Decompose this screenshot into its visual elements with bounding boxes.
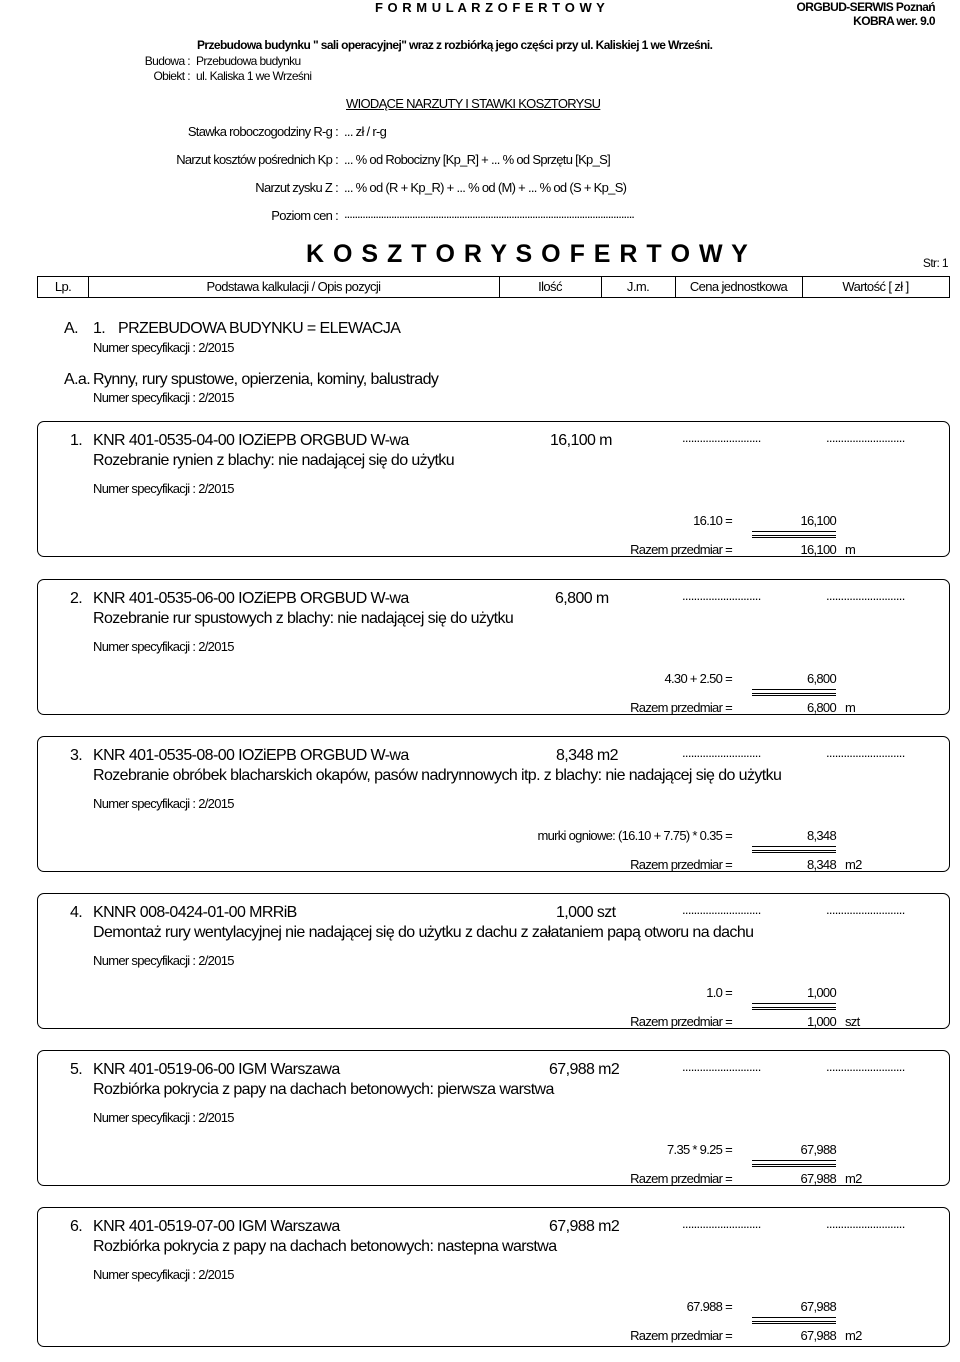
calc-value: 1,000 bbox=[806, 985, 836, 1000]
item-quantity: 8,348 m2 bbox=[556, 747, 618, 764]
calc-expression: 4.30 + 2.50 = bbox=[664, 671, 732, 686]
razem-label: Razem przedmiar = bbox=[630, 700, 732, 715]
single-rule bbox=[752, 1323, 836, 1324]
subsection-code: A.a. bbox=[64, 371, 91, 388]
calc-expression: 67.988 = bbox=[686, 1299, 732, 1314]
item-spec: Numer specyfikacji : 2/2015 bbox=[93, 1110, 234, 1125]
budowa-value: Przebudowa budynku bbox=[196, 54, 301, 68]
subsection-spec: Numer specyfikacji : 2/2015 bbox=[93, 390, 234, 405]
single-rule bbox=[752, 695, 836, 696]
unit-price-placeholder: ........................... bbox=[682, 745, 761, 760]
item-quantity: 6,800 m bbox=[555, 590, 609, 607]
razem-total: 6,800 bbox=[806, 700, 836, 715]
item-description: Rozebranie rur spustowych z blachy: nie nadającej się do użytku bbox=[93, 610, 514, 627]
razem-unit: m bbox=[845, 542, 856, 557]
double-rule bbox=[752, 689, 836, 694]
calc-value: 6,800 bbox=[806, 671, 836, 686]
poziom-value: ............................................................................................................... bbox=[344, 206, 634, 221]
calc-expression: 16.10 = bbox=[693, 513, 732, 528]
unit-price-placeholder: ........................... bbox=[682, 588, 761, 603]
razem-label: Razem przedmiar = bbox=[630, 1171, 732, 1186]
item-quantity: 16,100 m bbox=[550, 432, 612, 449]
item-number: 5. bbox=[70, 1061, 83, 1078]
item-basis: KNR 401-0519-07-00 IGM Warszawa bbox=[93, 1218, 340, 1235]
razem-total: 67,988 bbox=[800, 1171, 836, 1186]
unit-price-placeholder: ........................... bbox=[682, 1216, 761, 1231]
razem-total: 16,100 bbox=[800, 542, 836, 557]
obiekt-label: Obiekt : bbox=[153, 69, 190, 83]
item-number: 1. bbox=[70, 432, 83, 449]
software-version: KOBRA wer. 9.0 bbox=[853, 14, 935, 28]
item-description: Rozbiórka pokrycia z papy na dachach betonowych: pierwsza warstwa bbox=[93, 1081, 554, 1098]
item-quantity: 1,000 szt bbox=[556, 904, 616, 921]
section-code: A. bbox=[64, 320, 78, 337]
unit-price-placeholder: ........................... bbox=[682, 1059, 761, 1074]
item-basis: KNR 401-0535-08-00 IOZiEPB ORGBUD W-wa bbox=[93, 747, 409, 764]
razem-unit: m2 bbox=[845, 857, 862, 872]
col-ilosc: Ilość bbox=[538, 279, 562, 294]
razem-total: 67,988 bbox=[800, 1328, 836, 1343]
section-number: 1. bbox=[93, 320, 106, 337]
form-title: F O R M U L A R Z O F E R T O W Y bbox=[375, 0, 606, 15]
calc-expression: murki ogniowe: (16.10 + 7.75) * 0.35 = bbox=[537, 828, 732, 843]
double-rule bbox=[752, 846, 836, 851]
value-placeholder: ........................... bbox=[826, 430, 905, 445]
section-spec: Numer specyfikacji : 2/2015 bbox=[93, 340, 234, 355]
item-spec: Numer specyfikacji : 2/2015 bbox=[93, 1267, 234, 1282]
rates-title: WIODĄCE NARZUTY I STAWKI KOSZTORYSU bbox=[346, 96, 601, 111]
razem-total: 1,000 bbox=[806, 1014, 836, 1029]
col-lp: Lp. bbox=[54, 279, 72, 294]
razem-total: 8,348 bbox=[806, 857, 836, 872]
item-basis: KNR 401-0535-04-00 IOZiEPB ORGBUD W-wa bbox=[93, 432, 409, 449]
calc-value: 67,988 bbox=[800, 1142, 836, 1157]
double-rule bbox=[752, 1317, 836, 1322]
item-description: Demontaż rury wentylacyjnej nie nadającej się do użytku z dachu z załataniem papą otworu na dachu bbox=[93, 924, 754, 941]
poziom-label: Poziom cen : bbox=[271, 208, 338, 223]
item-spec: Numer specyfikacji : 2/2015 bbox=[93, 796, 234, 811]
razem-unit: m2 bbox=[845, 1171, 862, 1186]
z-value: ... % od (R + Kp_R) + ... % od (M) + ... % od (S + Kp_S) bbox=[344, 180, 627, 195]
item-quantity: 67,988 m2 bbox=[549, 1061, 620, 1078]
unit-price-placeholder: ........................... bbox=[682, 430, 761, 445]
value-placeholder: ........................... bbox=[826, 1216, 905, 1231]
razem-unit: m bbox=[845, 700, 856, 715]
calc-value: 16,100 bbox=[800, 513, 836, 528]
unit-price-placeholder: ........................... bbox=[682, 902, 761, 917]
col-jm: J.m. bbox=[626, 279, 650, 294]
value-placeholder: ........................... bbox=[826, 745, 905, 760]
item-number: 6. bbox=[70, 1218, 83, 1235]
item-basis: KNR 401-0519-06-00 IGM Warszawa bbox=[93, 1061, 340, 1078]
item-number: 4. bbox=[70, 904, 83, 921]
item-number: 2. bbox=[70, 590, 83, 607]
single-rule bbox=[752, 537, 836, 538]
value-placeholder: ........................... bbox=[826, 1059, 905, 1074]
obiekt-value: ul. Kaliska 1 we Wrześni bbox=[196, 69, 312, 83]
double-rule bbox=[752, 1003, 836, 1008]
item-basis: KNR 401-0535-06-00 IOZiEPB ORGBUD W-wa bbox=[93, 590, 409, 607]
col-wartosc: Wartość [ zł ] bbox=[842, 279, 909, 294]
item-description: Rozebranie rynien z blachy: nie nadającej się do użytku bbox=[93, 452, 455, 469]
double-rule bbox=[752, 531, 836, 536]
page-number: Str: 1 bbox=[922, 256, 948, 270]
razem-unit: szt bbox=[845, 1014, 860, 1029]
item-description: Rozebranie obróbek blacharskich okapów, pasów nadrynnowych itp. z blachy: nie nadającej się do użytku bbox=[93, 767, 782, 784]
razem-label: Razem przedmiar = bbox=[630, 857, 732, 872]
razem-label: Razem przedmiar = bbox=[630, 1014, 732, 1029]
calc-expression: 7.35 * 9.25 = bbox=[667, 1142, 732, 1157]
estimate-heading: Przebudowa budynku " sali operacyjnej" wraz z rozbiórką jego części przy ul. Kaliskiej 1 we Wrześni. bbox=[197, 38, 713, 52]
razem-label: Razem przedmiar = bbox=[630, 542, 732, 557]
calc-value: 8,348 bbox=[806, 828, 836, 843]
single-rule bbox=[752, 852, 836, 853]
kosztorys-title: K O S Z T O R Y S O F E R T O W Y bbox=[306, 240, 749, 268]
value-placeholder: ........................... bbox=[826, 588, 905, 603]
value-placeholder: ........................... bbox=[826, 902, 905, 917]
col-opis: Podstawa kalkulacji / Opis pozycji bbox=[206, 279, 381, 294]
stawka-value: ... zł / r-g bbox=[344, 124, 387, 139]
column-header bbox=[37, 276, 950, 298]
subsection-title: Rynny, rury spustowe, opierzenia, kominy, balustrady bbox=[93, 371, 439, 388]
double-rule bbox=[752, 1160, 836, 1165]
section-title: PRZEBUDOWA BUDYNKU = ELEWACJA bbox=[118, 320, 401, 337]
item-spec: Numer specyfikacji : 2/2015 bbox=[93, 639, 234, 654]
item-number: 3. bbox=[70, 747, 83, 764]
z-label: Narzut zysku Z : bbox=[255, 180, 338, 195]
single-rule bbox=[752, 1009, 836, 1010]
col-cena: Cena jednostkowa bbox=[689, 279, 788, 294]
company-name: ORGBUD-SERWIS Poznań bbox=[796, 0, 935, 14]
item-basis: KNNR 008-0424-01-00 MRRiB bbox=[93, 904, 297, 921]
single-rule bbox=[752, 1166, 836, 1167]
stawka-label: Stawka roboczogodziny R-g : bbox=[187, 124, 338, 139]
budowa-label: Budowa : bbox=[144, 54, 190, 68]
item-quantity: 67,988 m2 bbox=[549, 1218, 620, 1235]
calc-expression: 1.0 = bbox=[706, 985, 732, 1000]
calc-value: 67,988 bbox=[800, 1299, 836, 1314]
item-spec: Numer specyfikacji : 2/2015 bbox=[93, 481, 234, 496]
razem-label: Razem przedmiar = bbox=[630, 1328, 732, 1343]
item-description: Rozbiórka pokrycia z papy na dachach betonowych: nastepna warstwa bbox=[93, 1238, 557, 1255]
kp-label: Narzut kosztów pośrednich Kp : bbox=[176, 152, 338, 167]
kp-value: ... % od Robocizny [Kp_R] + ... % od Sprzętu [Kp_S] bbox=[344, 152, 610, 167]
razem-unit: m2 bbox=[845, 1328, 862, 1343]
item-spec: Numer specyfikacji : 2/2015 bbox=[93, 953, 234, 968]
